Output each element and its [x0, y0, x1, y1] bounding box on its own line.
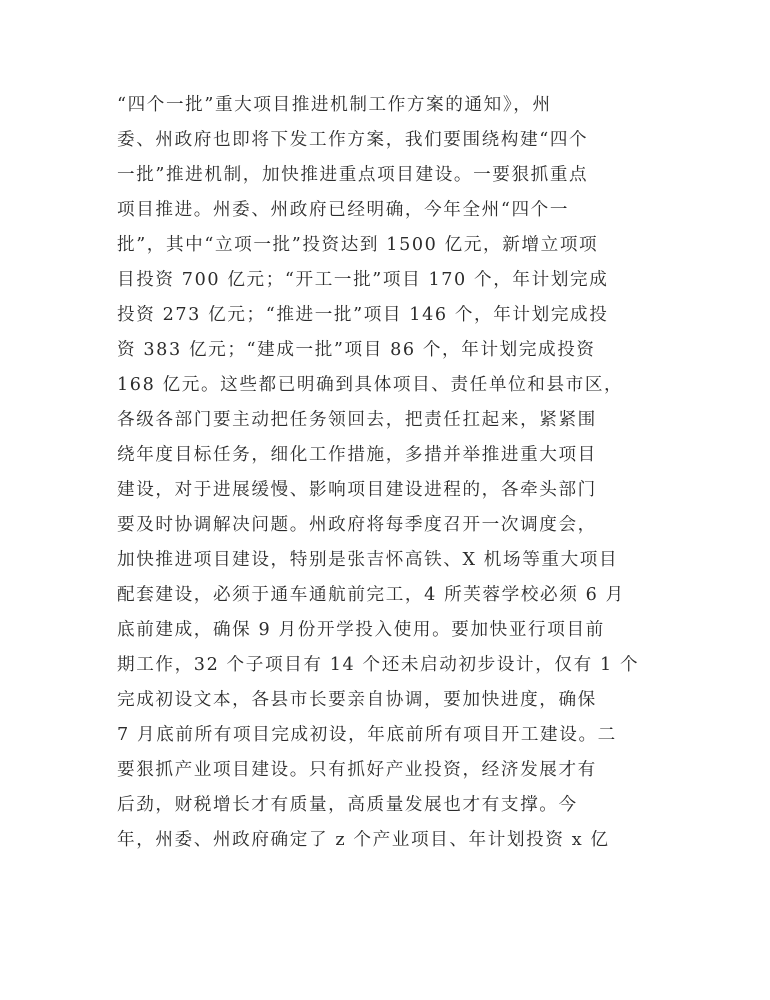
- text-line: 后劲，财税增长才有质量，高质量发展也才有支撑。今: [117, 795, 578, 815]
- text-line: 项目推进。州委、州政府已经明确，今年全州“四个一: [117, 200, 570, 220]
- text-line: 期工作，32 个子项目有 14 个还未启动初步设计，仅有 1 个: [117, 655, 640, 675]
- text-line: 绕年度目标任务，细化工作措施，多措并举推进重大项目: [117, 445, 597, 465]
- text-line: 资 383 亿元；“建成一批”项目 86 个，年计划完成投资: [117, 340, 596, 360]
- text-line: 目投资 700 亿元；“开工一批”项目 170 个，年计划完成: [117, 270, 609, 290]
- text-line: 投资 273 亿元；“推进一批”项目 146 个，年计划完成投: [117, 305, 609, 325]
- text-line: 要狠抓产业项目建设。只有抓好产业投资，经济发展才有: [117, 760, 597, 780]
- text-line: 168 亿元。这些都已明确到具体项目、责任单位和县市区，: [117, 375, 624, 395]
- text-line: 各级各部门要主动把任务领回去，把责任扛起来，紧紧围: [117, 410, 597, 430]
- text-line: 完成初设文本，各县市长要亲自协调，要加快进度，确保: [117, 690, 597, 710]
- text-line: 要及时协调解决问题。州政府将每季度召开一次调度会，: [117, 515, 597, 535]
- text-line: 批”，其中“立项一批”投资达到 1500 亿元，新增立项项: [117, 235, 599, 255]
- text-line: 建设，对于进展缓慢、影响项目建设进程的，各牵头部门: [117, 480, 597, 500]
- text-line: 年，州委、州政府确定了 z 个产业项目、年计划投资 x 亿: [117, 830, 610, 850]
- text-line: 配套建设，必须于通车通航前完工，4 所芙蓉学校必须 6 月: [117, 585, 625, 605]
- text-line: 一批”推进机制，加快推进重点项目建设。一要狠抓重点: [117, 165, 589, 185]
- text-line: 委、州政府也即将下发工作方案，我们要围绕构建“四个: [117, 130, 589, 150]
- text-line: 7 月底前所有项目完成初设，年底前所有项目开工建设。二: [117, 725, 617, 745]
- text-line: 底前建成，确保 9 月份开学投入使用。要加快亚行项目前: [117, 620, 605, 640]
- body-text: [117, 88, 640, 858]
- text-line: 加快推进项目建设，特别是张吉怀高铁、X 机场等重大项目: [117, 550, 619, 570]
- text-line: “四个一批”重大项目推进机制工作方案的通知》，州: [117, 95, 552, 115]
